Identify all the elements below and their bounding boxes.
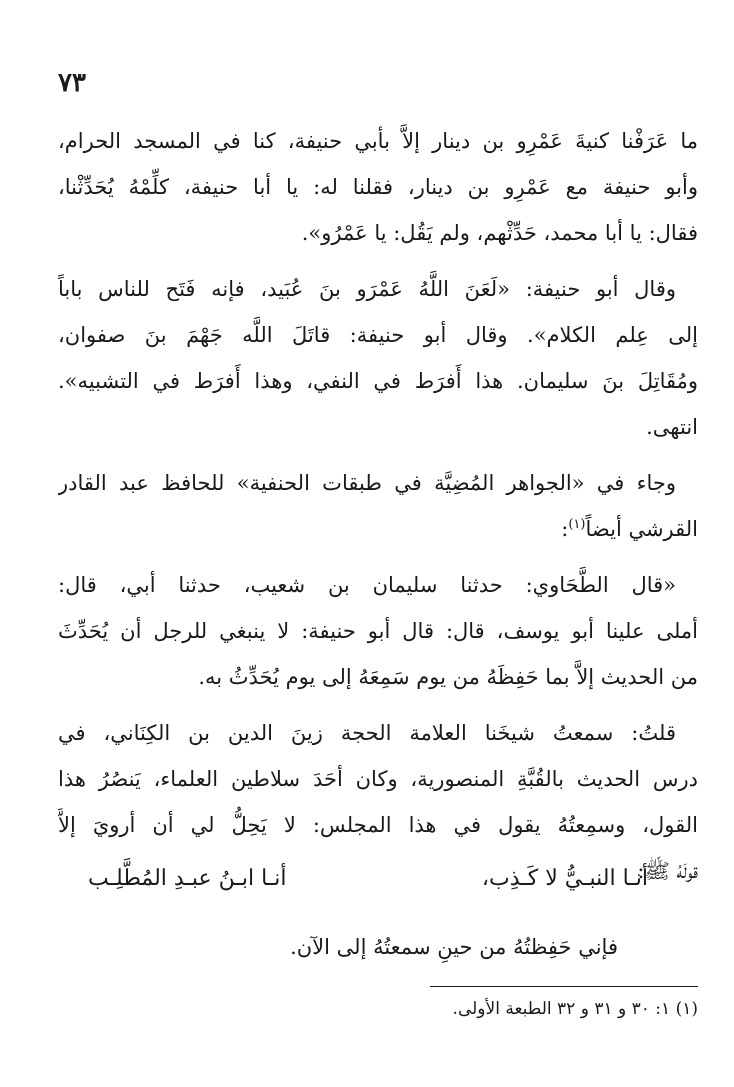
text-line: فقال: يا أبا محمد، حَدِّثْهم، ولم يَقُل: يا عَمْرُو».	[301, 221, 698, 245]
text-line: انتهى.	[646, 415, 698, 439]
text-line: قلتُ: سمعتُ شيخَنا العلامة الحجة زينَ الدين بن الكِنَاني، في	[58, 721, 676, 745]
footnote-reference[interactable]: (١)	[568, 517, 586, 532]
text-line: وأبو حنيفة مع عَمْرِو بن دينار، فقلنا له: يا أبا حنيفة، كلِّمْهُ يُحَدِّثْنا،	[58, 175, 698, 199]
text-fragment: القرشي أيضاً	[585, 517, 698, 541]
paragraph-4	[58, 562, 698, 700]
footnote-divider	[430, 986, 698, 987]
paragraph-2	[58, 266, 698, 450]
text-line: «قال الطَّحَاوي: حدثنا سليمان بن شعيب، حدثنا أبي، قال:	[58, 573, 676, 597]
paragraph-3	[58, 460, 698, 552]
body-text	[58, 118, 698, 904]
text-line: إلى عِلم الكلام». وقال أبو حنيفة: قاتَلَ اللَّه جَهْمَ بنَ صفوان،	[58, 323, 698, 347]
text-line: قولَهُ ﷺ:	[637, 859, 698, 883]
text-line: ومُقَاتِلَ بنَ سليمان. هذا أَفرَط في النفي، وهذا أَفرَط في التشبيه».	[58, 369, 698, 393]
poem-hemistich-first: أنـا النبـيُّ لا كَـذِب،	[481, 866, 648, 891]
paragraph-1	[58, 118, 698, 256]
text-line: أملى علينا أبو يوسف، قال: قال أبو حنيفة: لا ينبغي للرجل أن يُحَدِّثَ	[58, 619, 698, 643]
page-number: ٧٣	[58, 68, 86, 98]
text-line: وقال أبو حنيفة: «لَعَنَ اللَّهُ عَمْرَو بنَ عُبَيد، فإنه فَتَح للناس باباً	[58, 277, 676, 301]
footnote: (١) ١: ٣٠ و ٣١ و ٣٢ الطبعة الأولى.	[452, 999, 698, 1019]
text-line	[58, 506, 698, 552]
text-fragment: :	[561, 517, 569, 541]
poem-verse	[88, 866, 648, 912]
closing-line: فإني حَفِظتُهُ من حينِ سمعتُهُ إلى الآن.	[290, 935, 618, 959]
text-line: ما عَرَفْنا كنيةَ عَمْرِو بن دينار إلاَّ بأبي حنيفة، كنا في المسجد الحرام،	[58, 129, 698, 153]
text-line: من الحديث إلاَّ بما حَفِظَهُ من يوم سَمِعَهُ إلى يوم يُحَدِّثُ به.	[198, 665, 698, 689]
text-line: القول، وسمِعتُهُ يقول في هذا المجلس: لا يَحِلُّ لي أن أرويَ إلاَّ	[58, 813, 698, 837]
poem-hemistich-second: أنـا ابـنُ عبـدِ المُطَّلِـب	[88, 866, 287, 891]
text-line: درس الحديث بالقُبَّةِ المنصورية، وكان أحَدَ سلاطين العلماء، يَنصُرُ هذا	[58, 767, 698, 791]
text-line: وجاء في «الجواهر المُضِيَّة في طبقات الحنفية» للحافظ عبد القادر	[58, 471, 676, 495]
